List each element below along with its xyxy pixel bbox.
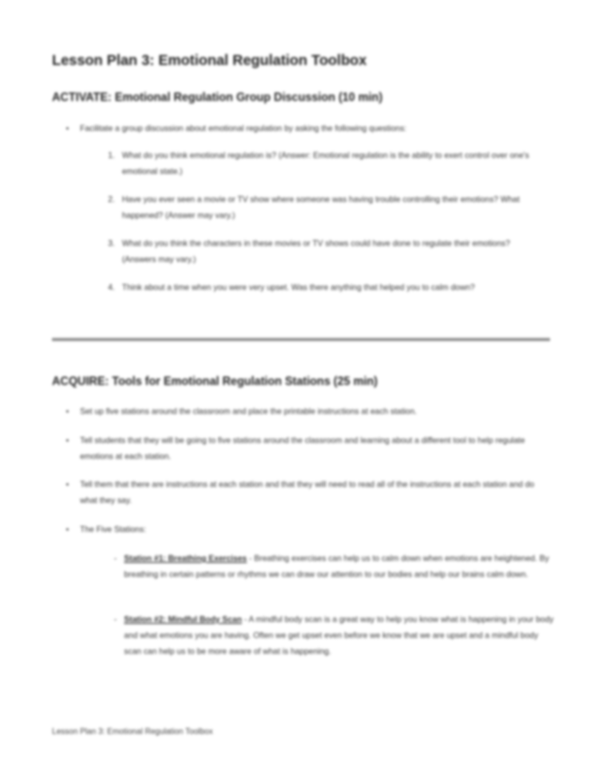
question-item [108, 192, 542, 224]
bullet-text: Set up five stations around the classroom and place the printable instructions at each station. [80, 407, 417, 416]
dash-icon: - [114, 554, 117, 563]
section-divider [52, 338, 550, 341]
question-number: 2. [108, 195, 115, 204]
question-text: Have you ever seen a movie or TV show where someone was having trouble controlling their emotions? What happened? (Answer may vary.) [122, 195, 520, 220]
bullet-dot-icon: • [66, 407, 69, 416]
question-text: What do you think the characters in these movies or TV shows could have done to regulate their emotions? (Answers may vary.) [122, 239, 511, 264]
acquire-bullet [66, 477, 550, 509]
acquire-bullet [66, 433, 550, 465]
question-text: What do you think emotional regulation is? (Answer: Emotional regulation is the ability to exert control over one's emotional state.) [122, 151, 530, 176]
bullet-dot-icon: • [66, 480, 69, 489]
question-item [108, 280, 542, 296]
bullet-dot-icon: • [66, 124, 69, 133]
bullet-dot-icon: • [66, 436, 69, 445]
bullet-dot-icon: • [66, 525, 69, 534]
bullet-text: Tell students that they will be going to five stations around the classroom and learning about a different tool to help regulate emotions at each station. [80, 436, 525, 461]
station-item [114, 612, 554, 660]
question-number: 1. [108, 151, 115, 160]
activate-bullet [66, 121, 550, 137]
station-name: Station #1: Breathing Exercises [124, 554, 247, 563]
bullet-text: Facilitate a group discussion about emotional regulation by asking the following questions: [80, 124, 407, 133]
question-number: 4. [108, 283, 115, 292]
question-item [108, 148, 542, 180]
page-title: Lesson Plan 3: Emotional Regulation Toolbox [52, 53, 367, 69]
acquire-bullet [66, 404, 550, 420]
station-item [114, 551, 554, 583]
acquire-bullet [66, 522, 550, 538]
page-footer: Lesson Plan 3: Emotional Regulation Toolbox [52, 727, 213, 736]
station-name: Station #2: Mindful Body Scan [124, 615, 242, 624]
question-number: 3. [108, 239, 115, 248]
bullet-text: The Five Stations: [80, 525, 146, 534]
acquire-heading: ACQUIRE: Tools for Emotional Regulation Stations (25 min) [52, 376, 378, 388]
station-text: - Breathing exercises can help us to calm down when emotions are heightened. By breathing in certain patterns or rhythms we can draw our attention to our bodies and help our brains calm down. [124, 554, 550, 579]
dash-icon: - [114, 615, 117, 624]
station-text: - A mindful body scan is a great way to help you know what is happening in your body and what emotions you are having. Often we get upset even before we know that we are upset and a mindful body scan can help us to be more aware of what is happening. [124, 615, 554, 656]
question-item [108, 236, 542, 268]
question-text: Think about a time when you were very upset. Was there anything that helped you to calm down? [122, 283, 475, 292]
activate-heading: ACTIVATE: Emotional Regulation Group Discussion (10 min) [52, 92, 383, 104]
bullet-text: Tell them that there are instructions at each station and that they will need to read all of the instructions at each station and do what they say. [80, 480, 535, 505]
